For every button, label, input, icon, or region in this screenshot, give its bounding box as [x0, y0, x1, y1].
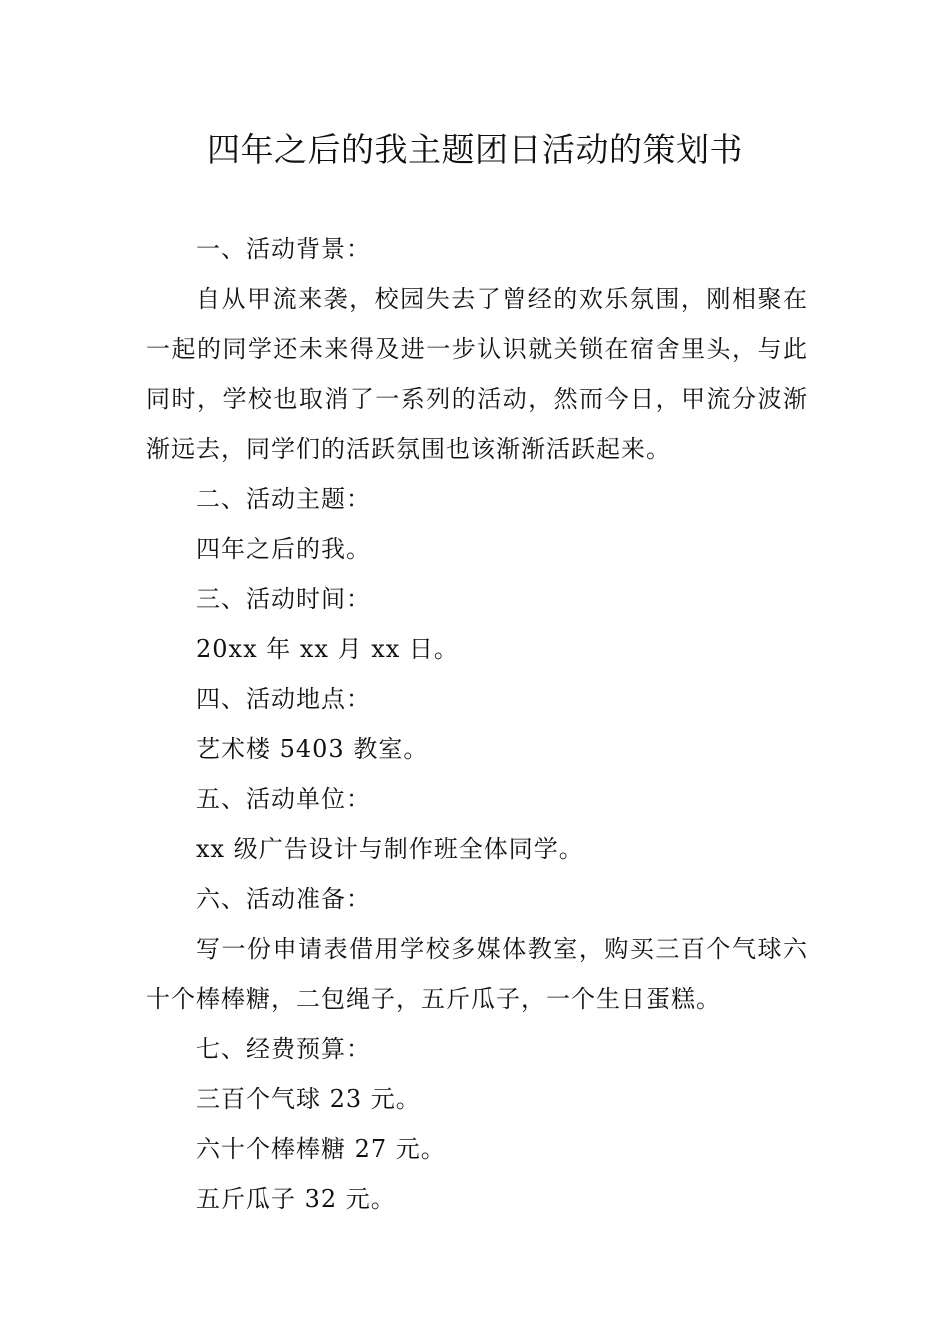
- heading-unit: 五、活动单位：: [196, 785, 371, 813]
- document-title: 四年之后的我主题团日活动的策划书: [207, 130, 743, 169]
- paragraph-unit: xx 级广告设计与制作班全体同学。: [196, 835, 584, 863]
- heading-location: 四、活动地点：: [196, 685, 371, 713]
- heading-background: 一、活动背景：: [196, 235, 371, 263]
- heading-theme: 二、活动主题：: [196, 485, 371, 513]
- paragraph-background: 自从甲流来袭，校园失去了曾经的欢乐氛围，刚相聚在一起的同学还未来得及进一步认识就关锁在宿舍里头，与此同时，学校也取消了一系列的活动，然而今日，甲流分波渐渐远去，同学们的活跃氛围也该渐渐活跃起来。: [146, 285, 808, 463]
- document-body: [146, 224, 808, 1224]
- budget-item-balloons: 三百个气球 23 元。: [196, 1085, 421, 1113]
- paragraph-theme: 四年之后的我。: [196, 535, 371, 563]
- paragraph-preparation: 写一份申请表借用学校多媒体教室，购买三百个气球六十个棒棒糖，二包绳子，五斤瓜子，一个生日蛋糕。: [146, 935, 808, 1013]
- paragraph-time: 20xx 年 xx 月 xx 日。: [196, 635, 459, 663]
- heading-preparation: 六、活动准备：: [196, 885, 371, 913]
- paragraph-location: 艺术楼 5403 教室。: [196, 735, 429, 763]
- heading-time: 三、活动时间：: [196, 585, 371, 613]
- budget-item-lollipops: 六十个棒棒糖 27 元。: [196, 1135, 446, 1163]
- heading-budget: 七、经费预算：: [196, 1035, 371, 1063]
- budget-item-seeds: 五斤瓜子 32 元。: [196, 1185, 396, 1213]
